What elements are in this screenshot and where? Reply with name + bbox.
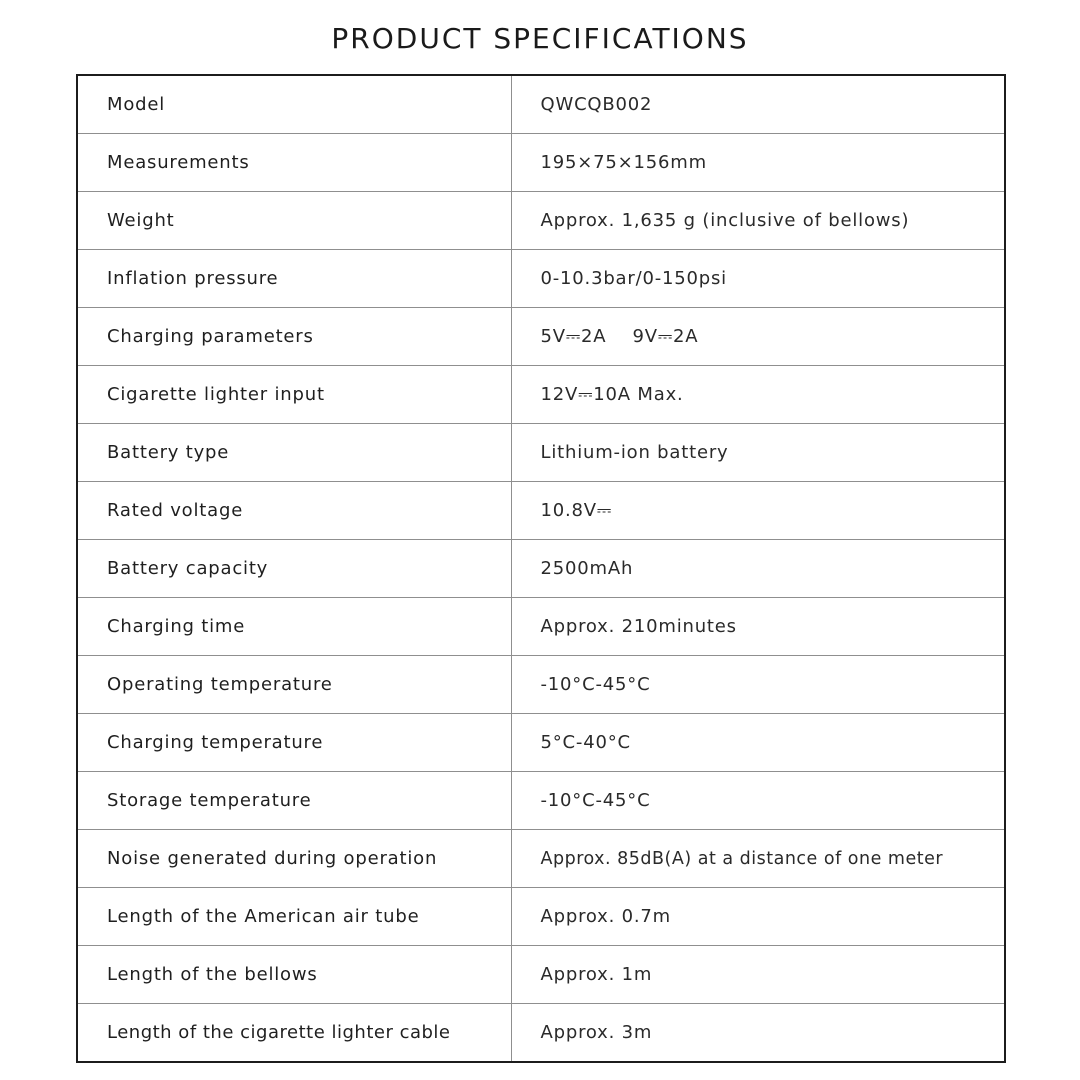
table-row [77, 830, 1005, 888]
spec-value-cigarette-lighter-cable-length: Approx. 3m [511, 1004, 1005, 1063]
spec-label-american-air-tube-length: Length of the American air tube [77, 888, 511, 946]
table-row [77, 946, 1005, 1004]
spec-label-rated-voltage: Rated voltage [77, 482, 511, 540]
table-row [77, 598, 1005, 656]
table-row [77, 308, 1005, 366]
spec-value-charging-time: Approx. 210minutes [511, 598, 1005, 656]
table-row [77, 656, 1005, 714]
table-row [77, 192, 1005, 250]
spec-value-rated-voltage: 10.8V⎓ [511, 482, 1005, 540]
spec-value-weight: Approx. 1,635 g (inclusive of bellows) [511, 192, 1005, 250]
table-row [77, 772, 1005, 830]
spec-label-storage-temperature: Storage temperature [77, 772, 511, 830]
spec-value-noise: Approx. 85dB(A) at a distance of one meter [511, 830, 1005, 888]
table-row [77, 75, 1005, 134]
spec-value-charging-parameters: 5V⎓2A 9V⎓2A [511, 308, 1005, 366]
spec-label-noise: Noise generated during operation [77, 830, 511, 888]
table-row [77, 482, 1005, 540]
spec-value-operating-temperature: -10°C-45°C [511, 656, 1005, 714]
spec-value-inflation-pressure: 0-10.3bar/0-150psi [511, 250, 1005, 308]
spec-value-cigarette-lighter-input: 12V⎓10A Max. [511, 366, 1005, 424]
spec-label-measurements: Measurements [77, 134, 511, 192]
spec-value-model: QWCQB002 [540, 94, 653, 115]
table-row [77, 888, 1005, 946]
spec-value-measurements: 195×75×156mm [511, 134, 1005, 192]
table-row [77, 714, 1005, 772]
page-title: PRODUCT SPECIFICATIONS [331, 22, 749, 55]
spec-label-model: Model [77, 75, 511, 134]
table-row [77, 366, 1005, 424]
table-row [77, 424, 1005, 482]
spec-value-charging-temperature: 5°C-40°C [511, 714, 1005, 772]
spec-label-bellows-length: Length of the bellows [77, 946, 511, 1004]
spec-label-cigarette-lighter-input: Cigarette lighter input [77, 366, 511, 424]
spec-value-american-air-tube-length: Approx. 0.7m [511, 888, 1005, 946]
spec-label-cigarette-lighter-cable-length: Length of the cigarette lighter cable [77, 1004, 511, 1063]
spec-label-operating-temperature: Operating temperature [77, 656, 511, 714]
spec-value-storage-temperature: -10°C-45°C [511, 772, 1005, 830]
table-row [77, 250, 1005, 308]
table-row [77, 1004, 1005, 1063]
spec-value-battery-capacity: 2500mAh [511, 540, 1005, 598]
spec-label-battery-type: Battery type [77, 424, 511, 482]
specifications-table [76, 74, 1006, 1063]
spec-label-inflation-pressure: Inflation pressure [77, 250, 511, 308]
table-row [77, 540, 1005, 598]
spec-value-battery-type: Lithium-ion battery [511, 424, 1005, 482]
spec-value-bellows-length: Approx. 1m [511, 946, 1005, 1004]
spec-label-weight: Weight [77, 192, 511, 250]
table-row [77, 134, 1005, 192]
spec-label-charging-time: Charging time [77, 598, 511, 656]
spec-label-charging-parameters: Charging parameters [77, 308, 511, 366]
spec-label-battery-capacity: Battery capacity [77, 540, 511, 598]
spec-label-charging-temperature: Charging temperature [77, 714, 511, 772]
